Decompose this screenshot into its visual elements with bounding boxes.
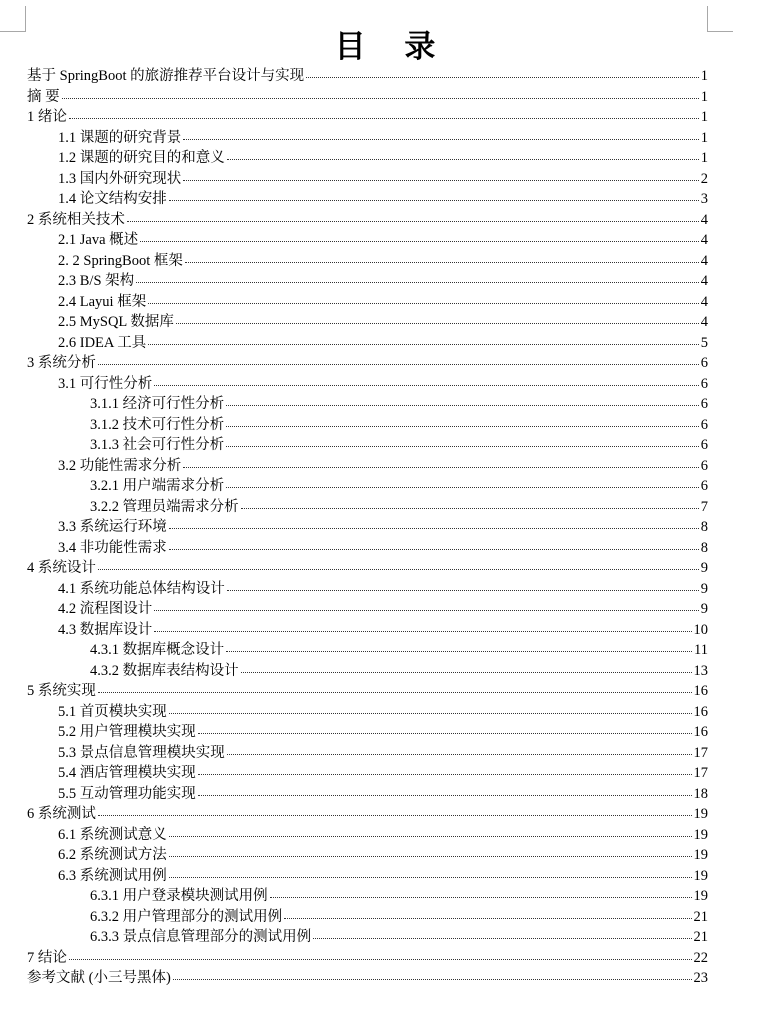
toc-entry[interactable] [27,128,708,149]
toc-dot-leader [148,303,699,304]
toc-entry-title: 4.3.1 数据库概念设计 [90,642,225,658]
toc-entry-page-number: 5 [700,334,708,351]
toc-entry-page-number: 4 [700,252,708,269]
toc-entry[interactable] [27,866,708,887]
toc-entry[interactable] [27,784,708,805]
toc-entry-page-number: 6 [700,478,708,494]
toc-entry[interactable] [27,907,708,928]
toc-entry-title: 基于 SpringBoot 的旅游推荐平台设计与实现 [27,68,305,84]
toc-entry-title: 1.2 课题的研究目的和意义 [58,150,225,166]
toc-entry[interactable] [27,394,708,415]
toc-entry-title: 2.5 MySQL 数据库 [58,314,174,330]
toc-entry-title: 5.2 用户管理模块实现 [58,724,196,740]
toc-entry[interactable] [27,435,708,456]
toc-entry-page-number: 19 [693,826,708,843]
toc-dot-leader [198,774,692,775]
toc-entry-title: 5.5 互动管理功能实现 [58,785,196,802]
toc-entry-page-number: 17 [693,765,708,781]
toc-entry-page-number: 1 [700,109,708,125]
toc-entry-title: 2.6 IDEA 工具 [58,334,147,351]
toc-entry[interactable] [27,968,708,989]
toc-entry[interactable] [27,743,708,764]
toc-entry[interactable] [27,702,708,723]
toc-dot-leader [198,795,692,796]
toc-dot-leader [98,569,699,570]
toc-dot-leader [173,979,692,980]
toc-entry[interactable] [27,640,708,661]
toc-entry[interactable] [27,148,708,169]
toc-entry[interactable] [27,189,708,210]
toc-entry[interactable] [27,456,708,477]
toc-entry-page-number: 6 [700,416,708,433]
toc-entry[interactable] [27,681,708,702]
toc-entry[interactable] [27,374,708,395]
table-of-contents [27,66,708,989]
toc-entry-title: 6.3.3 景点信息管理部分的测试用例 [90,929,312,945]
toc-entry-title: 6.2 系统测试方法 [58,847,167,863]
toc-entry-page-number: 6 [700,437,708,453]
toc-dot-leader [69,959,692,960]
toc-entry-title: 2. 2 SpringBoot 框架 [58,252,183,269]
toc-entry-title: 1 绪论 [27,109,67,125]
page-title: 目 录 [334,29,450,65]
toc-entry[interactable] [27,886,708,907]
toc-dot-leader [227,590,699,591]
toc-entry-page-number: 3 [700,191,708,207]
toc-entry-page-number: 9 [700,560,708,576]
toc-entry-title: 3.1.1 经济可行性分析 [90,396,225,412]
toc-dot-leader [185,262,699,263]
toc-dot-leader [98,815,692,816]
toc-entry-page-number: 6 [700,457,708,474]
toc-dot-leader [169,713,692,714]
toc-entry-page-number: 8 [700,539,708,556]
toc-entry-title: 7 结论 [27,949,67,966]
toc-dot-leader [241,672,692,673]
toc-entry[interactable] [27,292,708,313]
toc-entry[interactable] [27,825,708,846]
toc-entry-title: 2.3 B/S 架构 [58,273,135,289]
toc-entry[interactable] [27,107,708,128]
toc-entry-page-number: 10 [693,621,708,638]
toc-entry-page-number: 6 [700,396,708,412]
toc-dot-leader [306,77,699,78]
toc-entry-page-number: 21 [693,929,708,945]
toc-entry-page-number: 22 [693,949,708,966]
toc-dot-leader [226,426,699,427]
toc-entry-title: 3.3 系统运行环境 [58,519,167,535]
toc-entry-title: 5 系统实现 [27,683,96,699]
toc-dot-leader [226,651,692,652]
toc-entry-title: 2 系统相关技术 [27,211,125,228]
toc-dot-leader [98,692,692,693]
toc-entry-page-number: 7 [700,498,708,515]
toc-entry[interactable] [27,661,708,682]
toc-entry[interactable] [27,538,708,559]
toc-entry-page-number: 6 [700,355,708,371]
toc-entry-page-number: 11 [694,642,708,658]
toc-entry-title: 1.4 论文结构安排 [58,191,167,207]
toc-entry-title: 3.2.2 管理员端需求分析 [90,498,239,515]
toc-entry[interactable] [27,251,708,272]
toc-dot-leader [270,897,692,898]
toc-dot-leader [198,733,692,734]
toc-dot-leader [127,221,699,222]
toc-entry-page-number: 1 [700,129,708,146]
toc-entry-title: 2.1 Java 概述 [58,232,139,248]
toc-dot-leader [227,159,699,160]
toc-dot-leader [227,754,692,755]
toc-entry[interactable] [27,620,708,641]
toc-dot-leader [140,241,699,242]
toc-dot-leader [226,446,699,447]
toc-entry-title: 1.1 课题的研究背景 [58,129,182,146]
toc-entry-page-number: 9 [700,580,708,597]
toc-entry-title: 3.1.3 社会可行性分析 [90,437,225,453]
toc-dot-leader [169,856,692,857]
toc-entry-title: 4 系统设计 [27,560,96,576]
toc-dot-leader [169,549,699,550]
toc-dot-leader [169,528,699,529]
toc-entry-title: 4.3.2 数据库表结构设计 [90,662,239,679]
toc-entry-title: 参考文献 (小三号黑体) [27,970,171,986]
toc-entry-title: 3.2 功能性需求分析 [58,457,182,474]
toc-dot-leader [69,118,699,119]
toc-entry[interactable] [27,87,708,108]
toc-dot-leader [284,918,691,919]
toc-entry[interactable] [27,271,708,292]
toc-entry[interactable] [27,558,708,579]
toc-entry-title: 6.1 系统测试意义 [58,826,167,843]
toc-entry-page-number: 16 [693,683,708,699]
toc-entry-page-number: 4 [700,314,708,330]
toc-dot-leader [62,98,699,99]
toc-entry-title: 5.1 首页模块实现 [58,703,167,720]
toc-entry-page-number: 4 [700,232,708,248]
toc-entry-page-number: 17 [693,744,708,761]
toc-dot-leader [241,508,699,509]
toc-entry-title: 5.3 景点信息管理模块实现 [58,744,225,761]
toc-entry-page-number: 8 [700,519,708,535]
toc-entry-page-number: 18 [693,785,708,802]
toc-dot-leader [169,836,692,837]
toc-entry-page-number: 1 [700,68,708,84]
toc-dot-leader [154,631,691,632]
toc-entry-title: 3.2.1 用户端需求分析 [90,478,225,494]
toc-entry-page-number: 19 [693,806,708,822]
toc-entry-title: 4.2 流程图设计 [58,601,153,617]
toc-entry-page-number: 23 [693,970,708,986]
toc-entry-title: 2.4 Layui 框架 [58,293,147,310]
toc-entry-page-number: 16 [693,724,708,740]
toc-entry[interactable] [27,312,708,333]
toc-entry-title: 6.3 系统测试用例 [58,867,167,884]
toc-entry[interactable] [27,476,708,497]
toc-entry-page-number: 16 [693,703,708,720]
toc-entry[interactable] [27,722,708,743]
toc-entry[interactable] [27,599,708,620]
toc-dot-leader [169,200,699,201]
toc-dot-leader [98,364,699,365]
toc-dot-leader [183,139,699,140]
toc-entry-title: 3 系统分析 [27,355,96,371]
toc-dot-leader [148,344,699,345]
toc-entry[interactable] [27,210,708,231]
toc-entry[interactable] [27,804,708,825]
toc-entry-title: 4.1 系统功能总体结构设计 [58,580,225,597]
toc-entry-page-number: 4 [700,293,708,310]
toc-entry-page-number: 4 [700,273,708,289]
toc-entry[interactable] [27,333,708,354]
toc-entry[interactable] [27,579,708,600]
toc-dot-leader [169,877,692,878]
toc-entry-title: 6.3.2 用户管理部分的测试用例 [90,908,283,925]
toc-entry-page-number: 1 [700,88,708,105]
toc-dot-leader [313,938,691,939]
toc-entry[interactable] [27,517,708,538]
toc-dot-leader [226,487,699,488]
toc-entry[interactable] [27,353,708,374]
toc-entry[interactable] [27,66,708,87]
toc-entry-page-number: 19 [693,867,708,884]
toc-dot-leader [176,323,699,324]
toc-entry-title: 3.1 可行性分析 [58,375,153,392]
toc-entry-page-number: 21 [693,908,708,925]
toc-entry[interactable] [27,948,708,969]
toc-entry[interactable] [27,230,708,251]
toc-dot-leader [183,180,699,181]
toc-entry[interactable] [27,763,708,784]
toc-entry[interactable] [27,845,708,866]
toc-entry-title: 3.4 非功能性需求 [58,539,167,556]
toc-entry-title: 5.4 酒店管理模块实现 [58,765,196,781]
toc-entry[interactable] [27,169,708,190]
toc-entry-title: 3.1.2 技术可行性分析 [90,416,225,433]
toc-entry-title: 4.3 数据库设计 [58,621,153,638]
toc-entry-page-number: 2 [700,170,708,187]
toc-entry-page-number: 19 [693,847,708,863]
toc-dot-leader [226,405,699,406]
toc-entry-page-number: 1 [700,150,708,166]
toc-entry-title: 6.3.1 用户登录模块测试用例 [90,888,268,904]
toc-entry-page-number: 6 [700,375,708,392]
toc-entry-page-number: 9 [700,601,708,617]
toc-entry-title: 6 系统测试 [27,806,96,822]
toc-dot-leader [183,467,699,468]
toc-entry-title: 摘 要 [27,88,60,105]
toc-dot-leader [154,385,699,386]
toc-entry[interactable] [27,497,708,518]
toc-entry[interactable] [27,927,708,948]
toc-dot-leader [136,282,699,283]
toc-entry-page-number: 19 [693,888,708,904]
toc-entry-page-number: 4 [700,211,708,228]
toc-dot-leader [154,610,699,611]
toc-entry-title: 1.3 国内外研究现状 [58,170,182,187]
toc-entry[interactable] [27,415,708,436]
toc-entry-page-number: 13 [693,662,708,679]
